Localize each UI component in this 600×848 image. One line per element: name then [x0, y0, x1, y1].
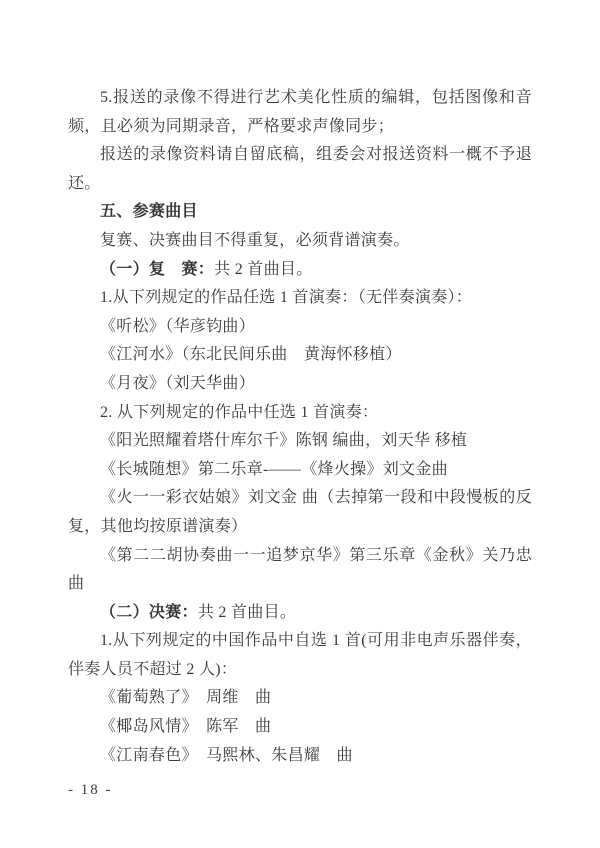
paragraph	[68, 341, 532, 370]
body-text: 《江河水》（东北民间乐曲 黄海怀移植）	[100, 346, 402, 364]
paragraph	[68, 84, 532, 141]
body-text: 《椰岛风情》 陈军 曲	[100, 718, 272, 736]
body-text: 《葡萄熟了》 周维 曲	[100, 689, 272, 707]
body-text: 《火一一彩衣姑娘》刘文金 曲（去掉第一段和中段慢板的反复，其他均按原谱演奏）	[68, 489, 532, 535]
body-text: 共 2 首曲目。	[214, 260, 313, 278]
heading-text: 五、参赛曲目	[100, 203, 198, 221]
paragraph	[68, 484, 532, 541]
paragraph	[68, 399, 532, 428]
body-text: 2. 从下列规定的作品中任选 1 首演奏：	[100, 403, 379, 421]
paragraph	[68, 713, 532, 742]
body-text: 5.报送的录像不得进行艺术美化性质的编辑，包括图像和音频，且必须为同期录音，严格要求声像同步；	[68, 89, 532, 135]
paragraph	[68, 370, 532, 399]
paragraph	[68, 141, 532, 198]
body-text: 《听松》（华彦钧曲）	[100, 317, 256, 335]
body-text: 《阳光照耀着塔什库尔千》陈钢 编曲，刘天华 移植	[100, 432, 468, 450]
body-text: 1.从下列规定的作品任选 1 首演奏：（无伴奏演奏）：	[100, 289, 473, 307]
page-number: - 18 -	[68, 782, 113, 798]
body-text: 1.从下列规定的中国作品中自选 1 首(可用非电声乐器伴奏，伴奏人员不超过 2 人)：	[68, 632, 532, 678]
heading-paragraph	[68, 198, 532, 227]
paragraph	[68, 456, 532, 485]
body-text: 《月夜》（刘天华曲）	[100, 374, 256, 392]
heading-text: （一）复 赛：	[100, 260, 215, 278]
paragraph	[68, 227, 532, 256]
body-text: 《长城随想》第二乐章-——《烽火操》刘文金曲	[100, 460, 448, 478]
paragraph	[68, 427, 532, 456]
paragraph	[68, 684, 532, 713]
heading-paragraph	[68, 599, 532, 628]
paragraph	[68, 542, 532, 599]
body-text: 复赛、决赛曲目不得重复，必须背谱演奏。	[100, 231, 410, 249]
document-body	[68, 84, 532, 770]
body-text: 共 2 首曲目。	[197, 603, 297, 621]
body-text: 《江南春色》 马熙林、朱昌耀 曲	[100, 746, 353, 764]
paragraph	[68, 627, 532, 684]
body-text: 报送的录像资料请自留底稿，组委会对报送资料一概不予退还。	[68, 146, 532, 192]
paragraph	[68, 313, 532, 342]
heading-text: （二）决赛：	[100, 603, 198, 621]
heading-paragraph	[68, 256, 532, 285]
paragraph	[68, 742, 532, 771]
body-text: 《第二二胡协奏曲一一追梦京华》第三乐章《金秋》关乃忠曲	[68, 546, 532, 593]
paragraph	[68, 284, 532, 313]
